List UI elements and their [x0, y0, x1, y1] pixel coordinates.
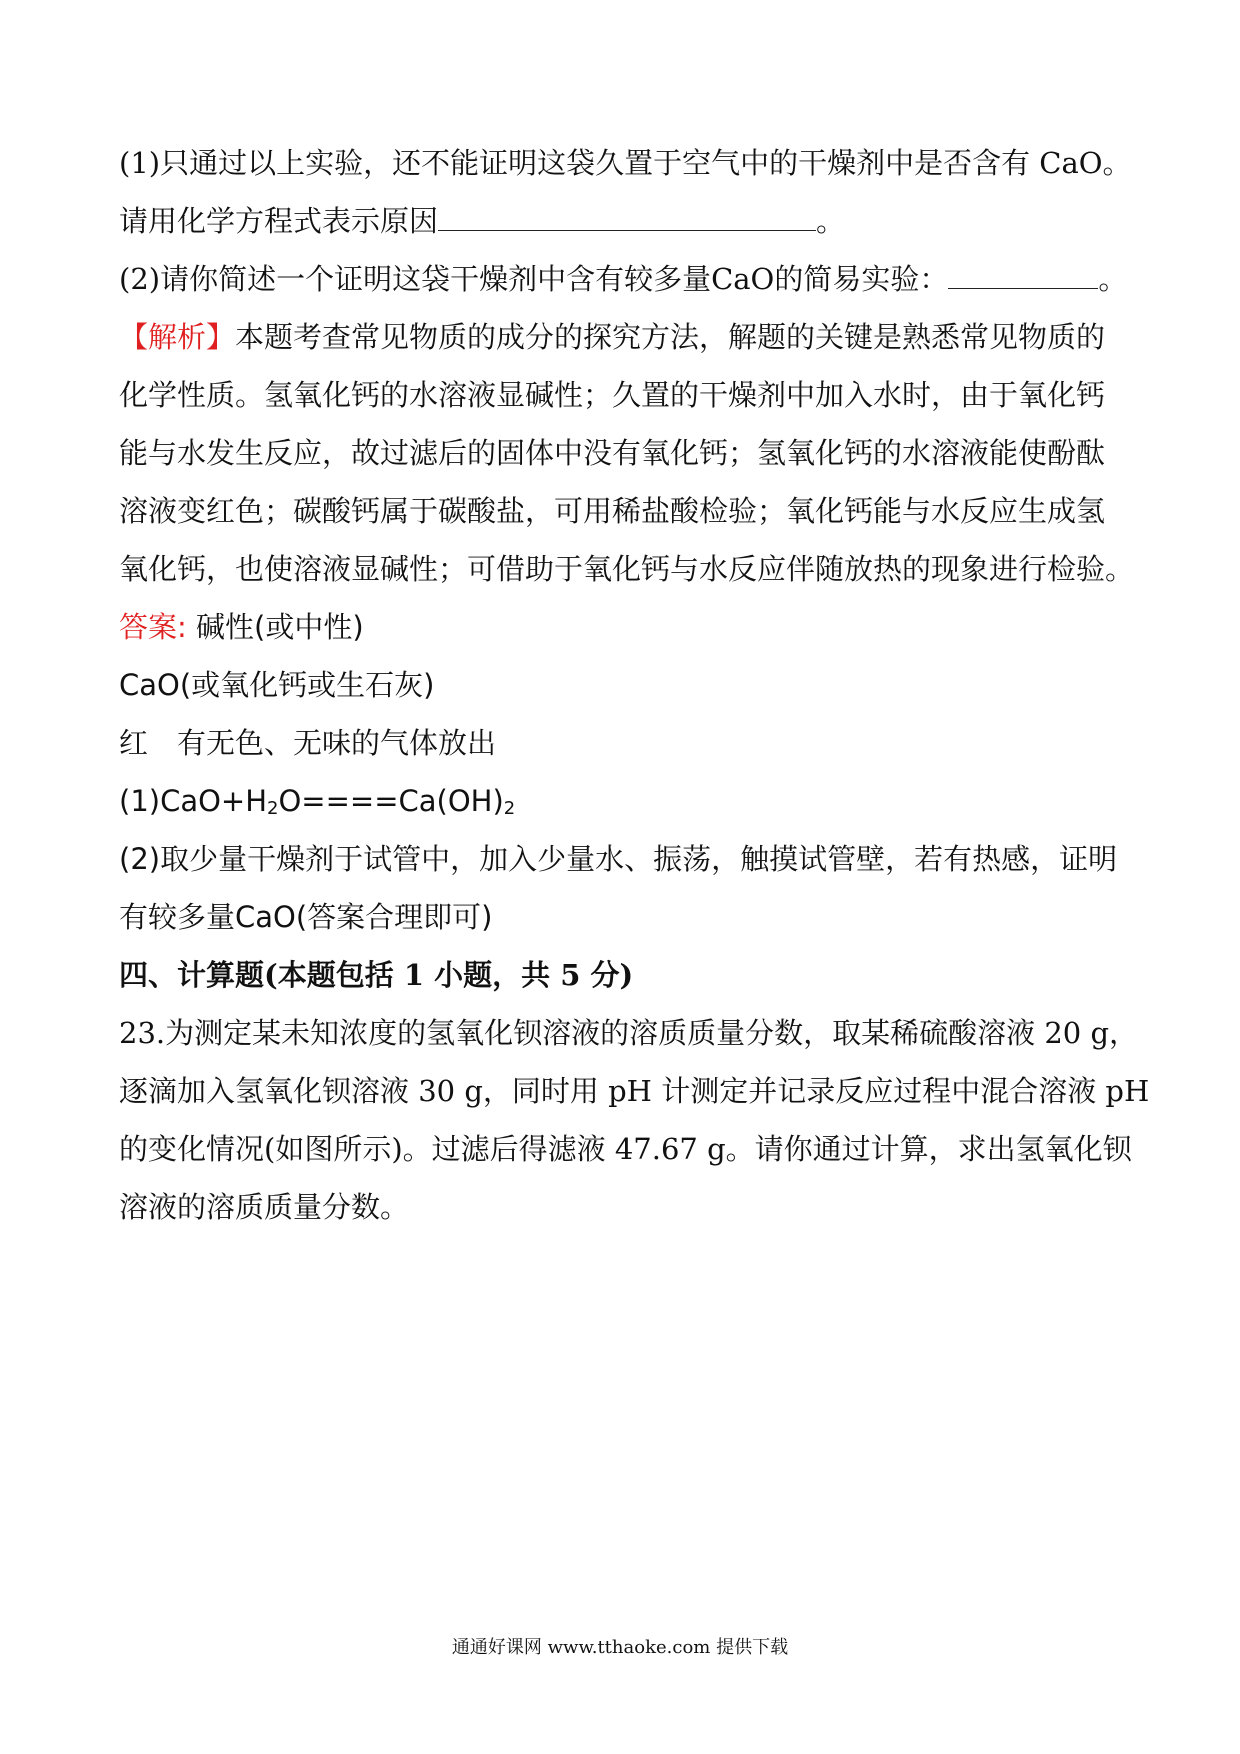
page-footer: 通通好课网 www.tthaoke.com 提供下载 — [451, 1637, 789, 1658]
answer-line-2: CaO(或氧化钙或生石灰) — [119, 668, 435, 702]
equation-part-2: O====Ca(OH) — [278, 784, 504, 818]
answer-label: 答案: — [119, 610, 187, 644]
answer-line-1 — [119, 607, 1129, 647]
question-part1-prompt: 请用化学方程式表示原因 — [119, 204, 439, 238]
section-heading: 四、计算题(本题包括 1 小题，共 5 分) — [119, 958, 634, 992]
q23-line-2: 逐滴加入氢氧化钡溶液 30 g，同时用 pH 计测定并记录反应过程中混合溶液 pH — [119, 1074, 1150, 1108]
answer-line-6: 有较多量CaO(答案合理即可) — [119, 900, 493, 934]
equation-subscript-1: 2 — [267, 798, 279, 819]
analysis-line-4: 溶液变红色；碳酸钙属于碳酸盐，可用稀盐酸检验；氧化钙能与水反应生成氢 — [119, 494, 1106, 528]
analysis-line-1 — [119, 317, 1129, 357]
analysis-text-1: 本题考查常见物质的成分的探究方法，解题的关键是熟悉常见物质的 — [235, 320, 1106, 354]
analysis-line-2: 化学性质。氢氧化钙的水溶液显碱性；久置的干燥剂中加入水时，由于氧化钙 — [119, 378, 1106, 412]
question-part1-period: 。 — [816, 204, 846, 238]
q23-line-1: 23.为测定某未知浓度的氢氧化钡溶液的溶质质量分数，取某稀硫酸溶液 20 g， — [119, 1016, 1139, 1050]
q23-line-4: 溶液的溶质质量分数。 — [119, 1190, 410, 1224]
question-part1-line2 — [119, 201, 1129, 241]
answer-equation — [119, 781, 1129, 829]
question-part2-period: 。 — [1098, 262, 1128, 296]
analysis-label: 【解析】 — [119, 320, 236, 354]
analysis-line-5: 氧化钙，也使溶液显碱性；可借助于氧化钙与水反应伴随放热的现象进行检验。 — [119, 552, 1135, 586]
question-part2-line — [119, 259, 1129, 299]
answer-blank-1 — [438, 204, 816, 231]
answer-text-1: 碱性(或中性) — [196, 610, 364, 644]
answer-blank-2 — [948, 262, 1098, 289]
question-part1-line1: (1)只通过以上实验，还不能证明这袋久置于空气中的干燥剂中是否含有 CaO。 — [119, 146, 1132, 180]
equation-part-1: (1)CaO+H — [119, 784, 268, 818]
analysis-line-3: 能与水发生反应，故过滤后的固体中没有氧化钙；氢氧化钙的水溶液能使酚酞 — [119, 436, 1106, 470]
answer-line-5: (2)取少量干燥剂于试管中，加入少量水、振荡，触摸试管壁，若有热感，证明 — [119, 842, 1118, 876]
answer-line-3: 红 有无色、无味的气体放出 — [119, 726, 497, 760]
q23-line-3: 的变化情况(如图所示)。过滤后得滤液 47.67 g。请你通过计算，求出氢氧化钡 — [119, 1132, 1132, 1166]
equation-subscript-2: 2 — [503, 798, 516, 819]
question-part2-prompt: (2)请你简述一个证明这袋干燥剂中含有较多量CaO的简易实验： — [119, 262, 949, 296]
